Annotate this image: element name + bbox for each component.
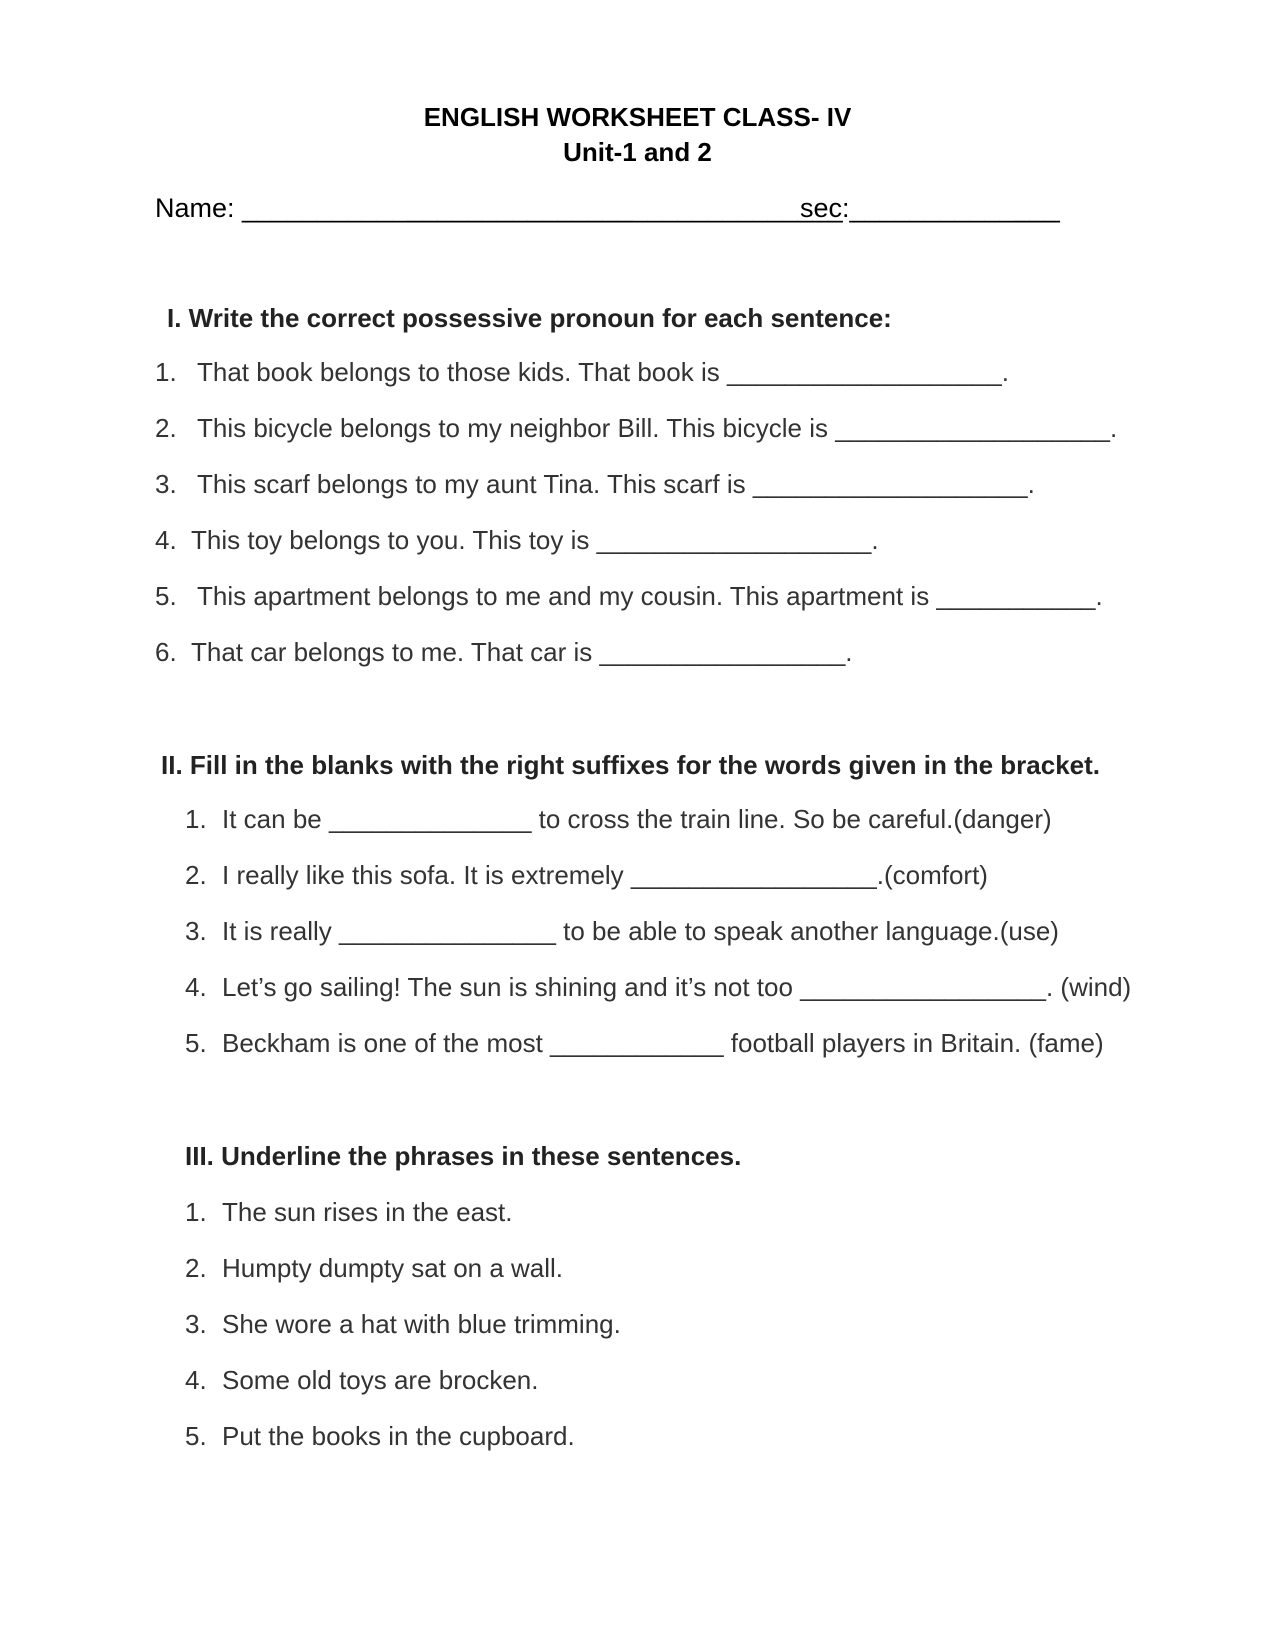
list-item: [185, 916, 1059, 947]
item-number: 3.: [185, 1309, 207, 1339]
item-text: The sun rises in the east.: [222, 1197, 513, 1227]
item-number: 5.: [185, 1028, 207, 1058]
list-item: [185, 860, 988, 891]
item-text: This bicycle belongs to my neighbor Bill. This bicycle is ___________________.: [197, 413, 1118, 443]
item-text: Some old toys are brocken.: [222, 1365, 539, 1395]
section1-heading: I. Write the correct possessive pronoun for each sentence:: [167, 303, 892, 333]
item-number: 3.: [185, 916, 207, 946]
item-number: 5.: [155, 581, 177, 611]
item-text: That car belongs to me. That car is _________________.: [191, 637, 853, 667]
list-item: [185, 804, 1052, 835]
item-text: It is really _______________ to be able to speak another language.(use): [222, 916, 1059, 946]
item-text: Beckham is one of the most ____________ football players in Britain. (fame): [222, 1028, 1104, 1058]
list-item: [155, 413, 1117, 444]
item-text: I really like this sofa. It is extremely _________________.(comfort): [222, 860, 988, 890]
item-text: This apartment belongs to me and my cousin. This apartment is ___________.: [197, 581, 1103, 611]
item-number: 6.: [155, 637, 177, 667]
item-number: 2.: [155, 413, 177, 443]
item-number: 2.: [185, 1253, 207, 1283]
list-item: [185, 1028, 1104, 1059]
section3-heading: III. Underline the phrases in these sentences.: [185, 1141, 742, 1171]
list-item: [185, 1253, 563, 1284]
item-number: 3.: [155, 469, 177, 499]
list-item: [185, 972, 1131, 1003]
item-number: 2.: [185, 860, 207, 890]
worksheet-title: ENGLISH WORKSHEET CLASS- IV: [423, 102, 852, 132]
item-text: That book belongs to those kids. That book is ___________________.: [197, 357, 1009, 387]
list-item: [185, 1309, 621, 1340]
list-item: [185, 1197, 512, 1228]
item-number: 5.: [185, 1421, 207, 1451]
name-field: Name: ________________________________________: [155, 193, 843, 223]
list-item: [155, 581, 1103, 612]
item-text: This scarf belongs to my aunt Tina. This scarf is ___________________.: [197, 469, 1035, 499]
item-text: Humpty dumpty sat on a wall.: [222, 1253, 564, 1283]
list-item: [185, 1421, 575, 1452]
item-text: It can be ______________ to cross the train line. So be careful.(danger): [222, 804, 1052, 834]
item-number: 1.: [155, 357, 177, 387]
item-number: 1.: [185, 1197, 207, 1227]
item-text: Let’s go sailing! The sun is shining and it’s not too _________________. (wind): [222, 972, 1132, 1002]
list-item: [155, 357, 1009, 388]
list-item: [155, 637, 853, 668]
item-number: 4.: [185, 1365, 207, 1395]
list-item: [185, 1365, 539, 1396]
item-text: Put the books in the cupboard.: [222, 1421, 575, 1451]
item-number: 1.: [185, 804, 207, 834]
list-item: [155, 525, 879, 556]
item-number: 4.: [155, 525, 177, 555]
worksheet-subtitle: Unit-1 and 2: [563, 137, 712, 167]
item-number: 4.: [185, 972, 207, 1002]
section2-heading: II. Fill in the blanks with the right suffixes for the words given in the bracket.: [161, 750, 1101, 780]
section-field: sec:______________: [800, 193, 1060, 223]
item-text: She wore a hat with blue trimming.: [222, 1309, 621, 1339]
list-item: [155, 469, 1035, 500]
item-text: This toy belongs to you. This toy is ___________________.: [191, 525, 879, 555]
